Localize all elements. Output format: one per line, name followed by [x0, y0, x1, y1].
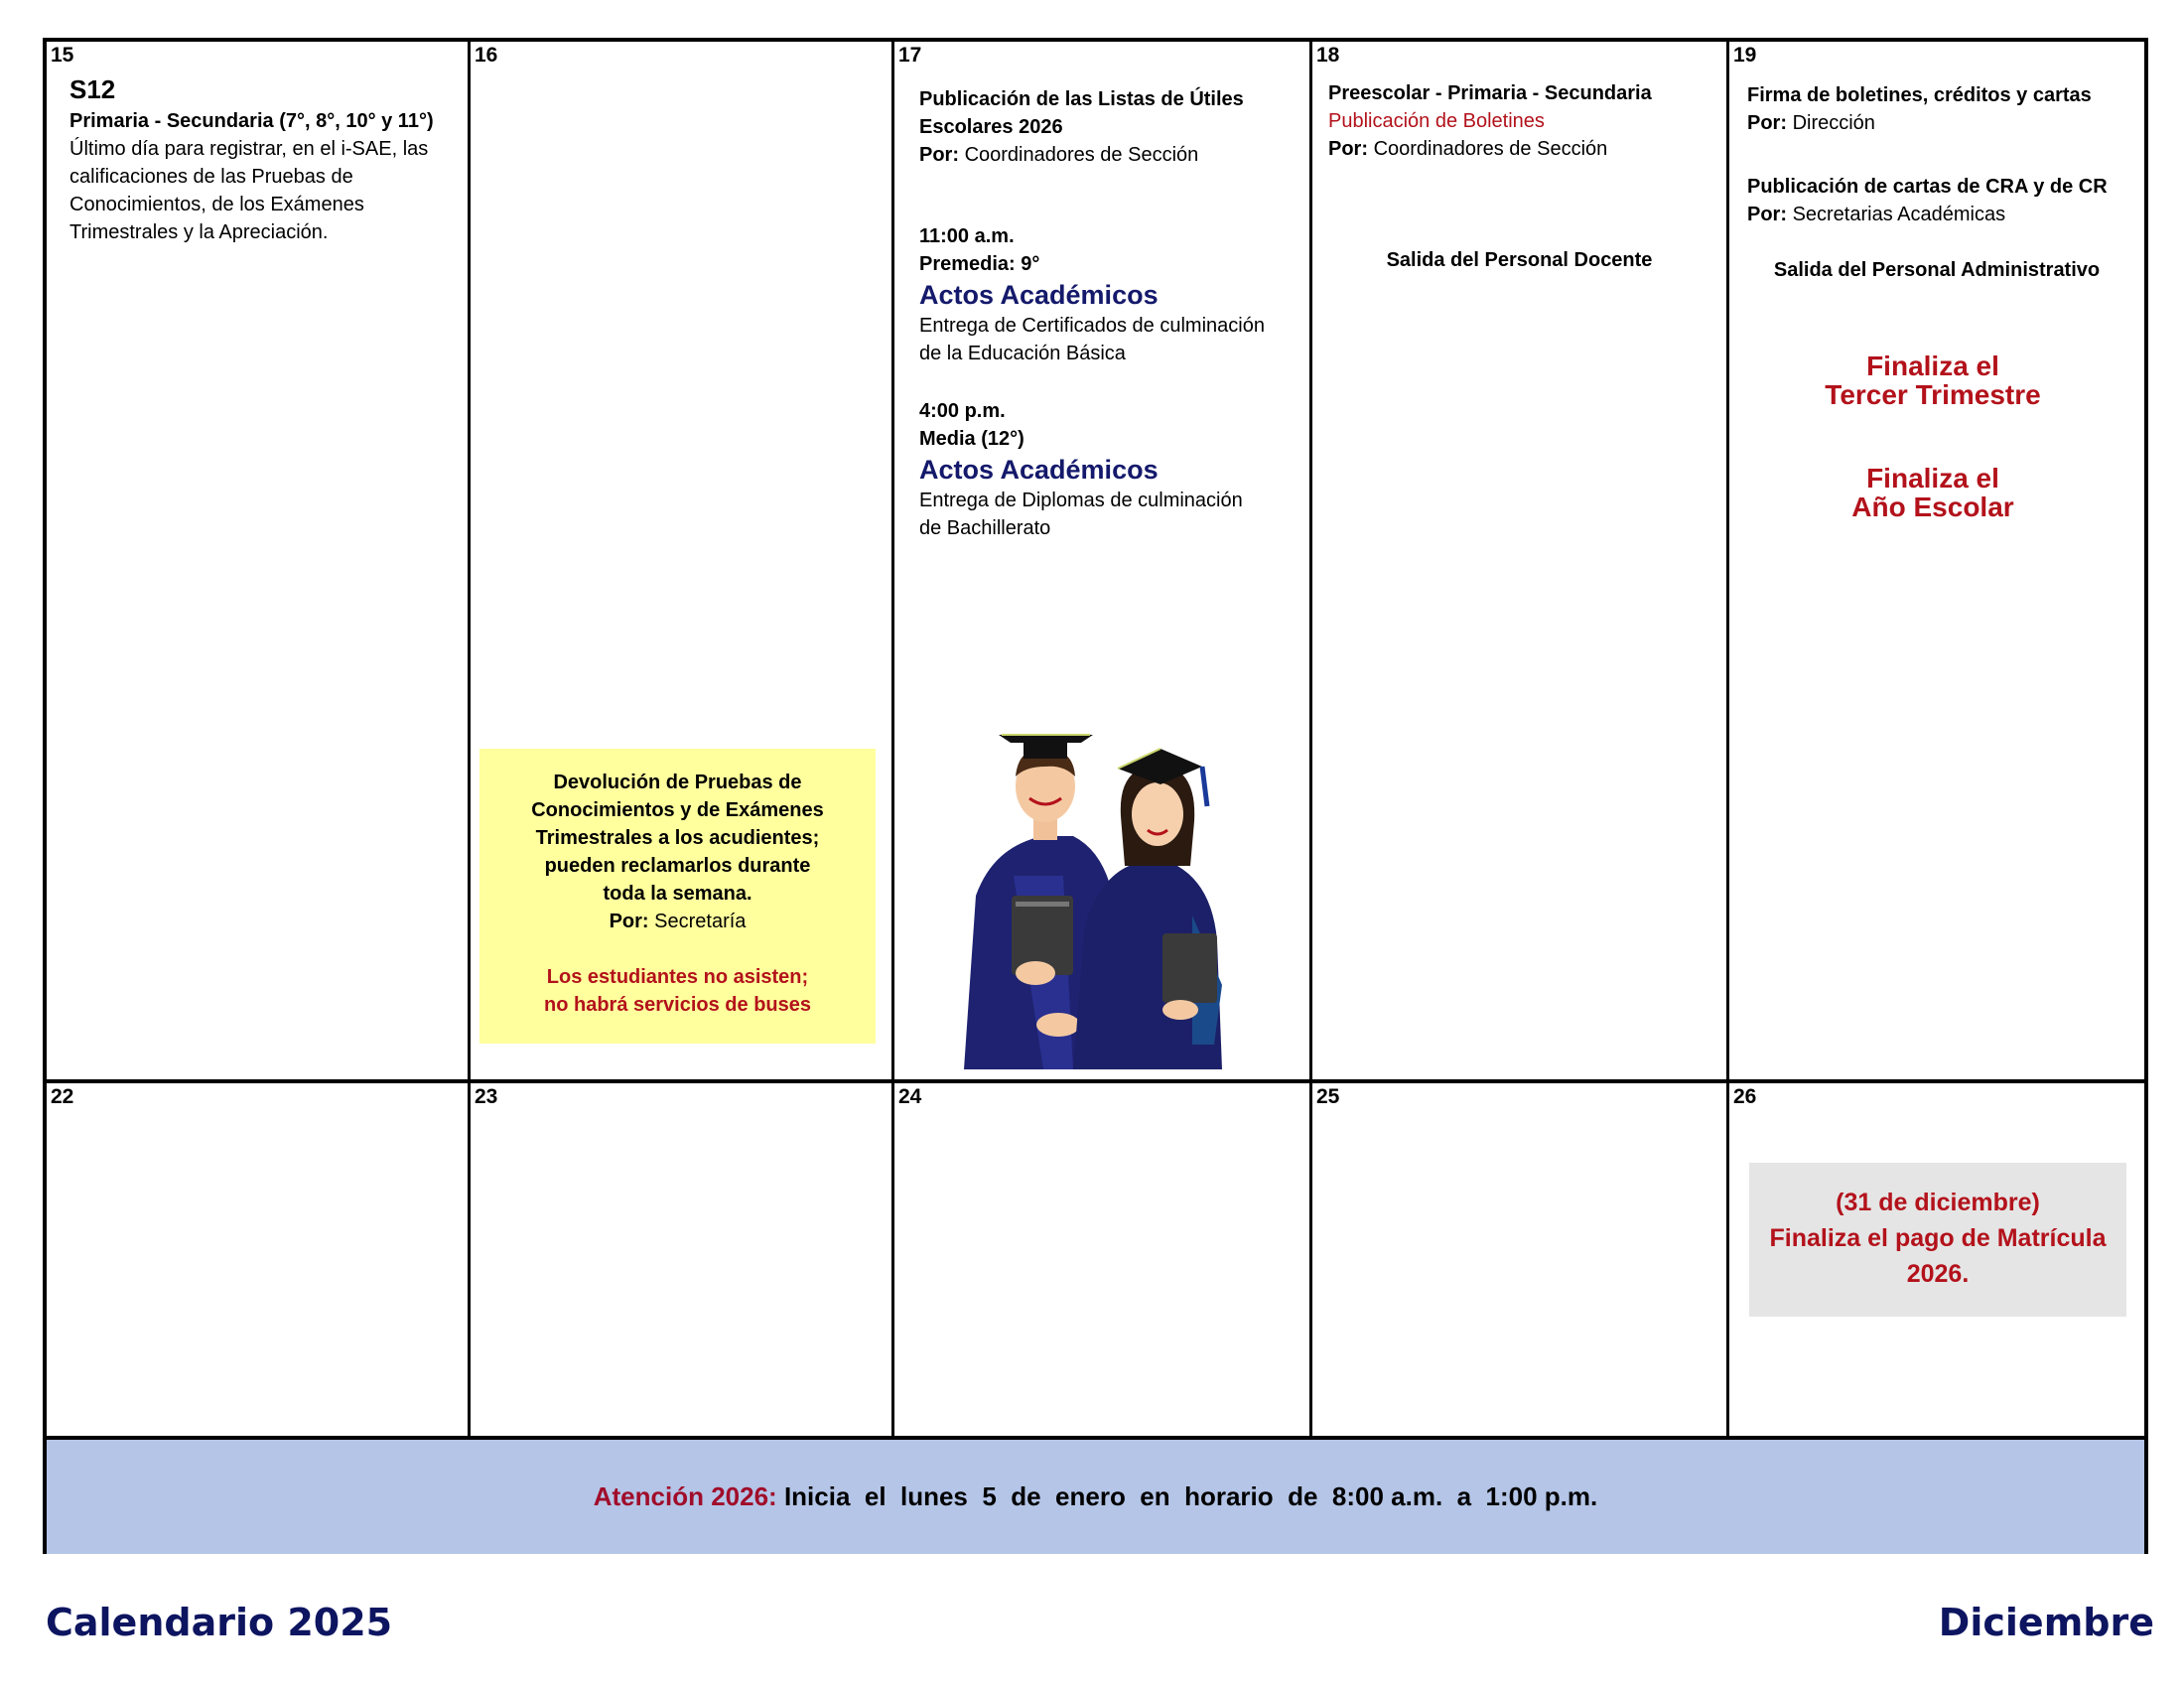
publication-block: Publicación de las Listas de Útiles Escolares 2026 Por: Coordinadores de Sección [919, 88, 1244, 166]
week-code: S12 [69, 74, 116, 104]
graduates-illustration [954, 727, 1252, 1074]
day-number: 18 [1316, 44, 1340, 67]
attention-banner [47, 1436, 2144, 1554]
day-cell-17 [894, 42, 1309, 1079]
day-number: 22 [51, 1085, 74, 1108]
publication-block: Preescolar - Primaria - Secundaria Publicación de Boletines Por: Coordinadores de Sección [1328, 82, 1652, 160]
day-cell-23 [471, 1083, 891, 1436]
day-cell-19 [1729, 42, 2144, 1079]
day-number: 16 [475, 44, 498, 67]
attention-text: Inicia el lunes 5 de enero en horario de 8:00 a.m. a 1:00 p.m. [783, 1481, 1598, 1511]
admin-exit-note: Salida del Personal Administrativo [1773, 259, 2101, 281]
month-title: Diciembre [1938, 1601, 2154, 1644]
end-year-notice: Finaliza el Año Escolar [1851, 463, 2014, 522]
event-heading: Primaria - Secundaria (7°, 8°, 10° y 11°) [69, 110, 434, 132]
day-cell-24 [894, 1083, 1309, 1436]
calendar-title: Calendario 2025 [46, 1601, 393, 1644]
day-cell-15 [47, 42, 468, 1079]
tuition-notice: (31 de diciembre) Finaliza el pago de Matrícula 2026. [1749, 1163, 2126, 1317]
attention-label: Atención 2026: [593, 1481, 777, 1511]
no-attendance-warning: Los estudiantes no asisten; [546, 966, 809, 988]
event-2: 4:00 p.m. Media (12°) Actos Académicos Entrega de Diplomas de culminación de Bachillerato [919, 400, 1243, 539]
end-term-notice: Finaliza el Tercer Trimestre [1825, 351, 2041, 410]
day-number: 17 [898, 44, 922, 67]
signing-block: Firma de boletines, créditos y cartas Por: Dirección Publicación de cartas de CRA y de CR Por: Secretarias Académicas [1747, 84, 2108, 225]
day-cell-22 [47, 1083, 468, 1436]
day-number: 24 [898, 1085, 922, 1108]
event-description: Último día para registrar, en el i-SAE, las calificaciones de las Pruebas de Conocimientos, de los Exámenes Trimestrales y la Apreciación. [69, 138, 429, 243]
day-cell-26 [1729, 1083, 2144, 1436]
day-number: 23 [475, 1085, 498, 1108]
day-cell-16 [471, 42, 891, 1079]
notice-box: Devolución de Pruebas de Conocimientos y de Exámenes Trimestrales a los acudientes; pueden reclamarlos durante toda la semana. Por: Secretaría Los estudiantes no asisten; no habrá servicios de buses [479, 749, 876, 1044]
day-cell-25 [1312, 1083, 1726, 1436]
day-number: 25 [1316, 1085, 1340, 1108]
day-number: 26 [1733, 1085, 1757, 1108]
day-cell-18 [1312, 42, 1726, 1079]
event-1: 11:00 a.m. Premedia: 9° Actos Académicos Entrega de Certificados de culminación de la Educación Básica [919, 225, 1265, 364]
day-number: 15 [51, 44, 74, 67]
calendar-grid [43, 38, 2148, 1554]
day-number: 19 [1733, 44, 1757, 67]
staff-exit-note: Salida del Personal Docente [1386, 249, 1653, 271]
